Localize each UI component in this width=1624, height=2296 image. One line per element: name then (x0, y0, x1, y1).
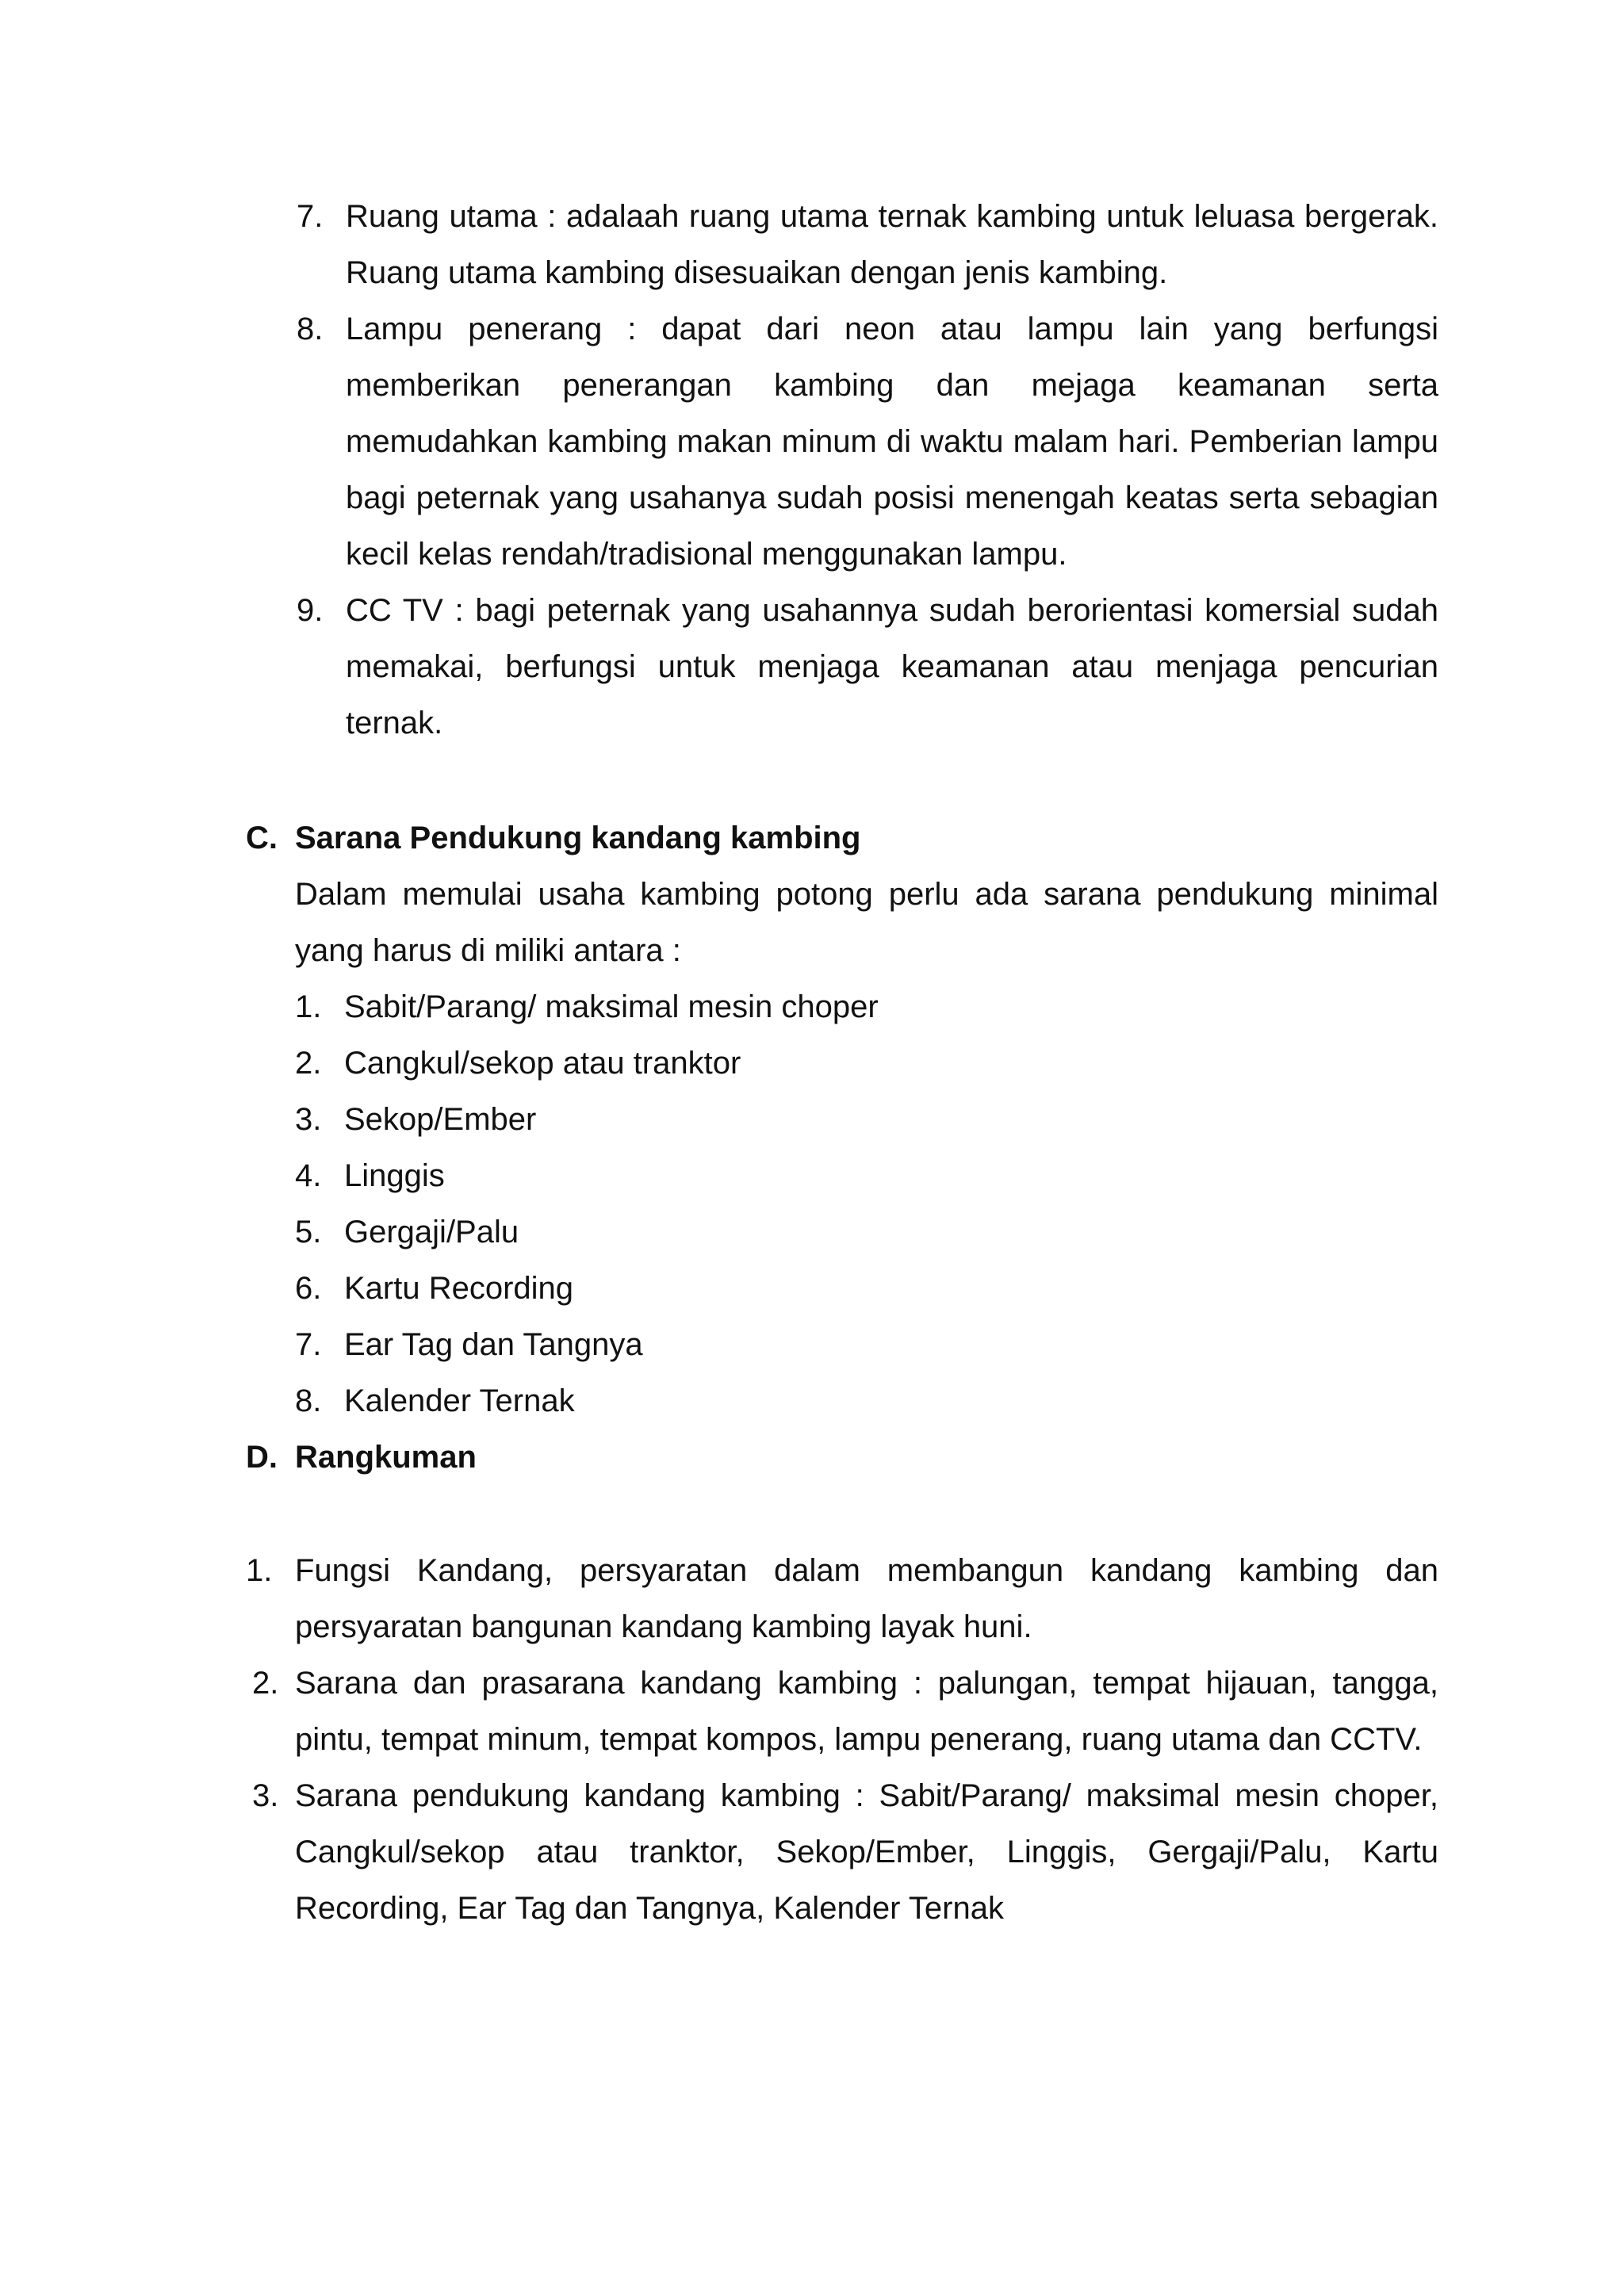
section-d-title: Rangkuman (295, 1440, 477, 1475)
section-d-heading (246, 1429, 1197, 1486)
list-item-text: Sarana pendukung kandang kambing : Sabit/Parang/ maksimal mesin choper, Cangkul/sekop atau tranktor, Sekop/Ember, Linggis, Gergaji/Palu, Kartu Recording, Ear Tag dan Tangnya, Kalender Ternak (295, 1778, 1438, 1926)
list-item-text: Cangkul/sekop atau tranktor (344, 1046, 741, 1081)
section-d-letter: D. (246, 1440, 278, 1475)
section-c-intro: Dalam memulai usaha kambing potong perlu ada sarana pendukung minimal yang harus di miliki antara : (295, 877, 1438, 968)
list-item (295, 1373, 1438, 1429)
list-item (246, 1768, 1438, 1937)
support-tools-list (295, 979, 1438, 1429)
list-item-text: Lampu penerang : dapat dari neon atau lampu lain yang berfungsi memberikan penerangan kambing dan mejaga keamanan serta memudahkan kambing makan minum di waktu malam hari. Pemberian lampu bagi peternak yang usahanya sudah posisi menengah keatas serta sebagian kecil kelas rendah/tradisional menggunakan lampu. (346, 312, 1438, 572)
list-item-text: Sarana dan prasarana kandang kambing : palungan, tempat hijauan, tangga, pintu, tempat minum, tempat kompos, lampu penerang, ruang utama dan CCTV. (295, 1666, 1438, 1757)
list-item (295, 1261, 1438, 1317)
list-item-number: 2. (295, 1046, 322, 1081)
list-item-number: 9. (297, 593, 324, 628)
section-c-title: Sarana Pendukung kandang kambing (295, 821, 861, 855)
list-item-number: 7. (295, 1327, 322, 1362)
list-item-text: Ruang utama : adalaah ruang utama ternak kambing untuk leluasa bergerak. Ruang utama kambing disesuaikan dengan jenis kambing. (346, 199, 1438, 290)
list-item-text: Kalender Ternak (344, 1383, 575, 1418)
list-item (295, 1092, 1438, 1148)
section-c-heading (246, 810, 1197, 867)
list-item (297, 189, 1438, 301)
list-item-number: 2. (252, 1666, 279, 1701)
list-item-text: Linggis (344, 1158, 445, 1193)
list-item (295, 1035, 1438, 1092)
list-item-number: 6. (295, 1271, 322, 1306)
list-item-number: 1. (246, 1553, 273, 1588)
list-item-number: 8. (297, 312, 324, 346)
list-item-text: Gergaji/Palu (344, 1215, 519, 1249)
list-item (297, 301, 1438, 583)
section-c-letter: C. (246, 821, 278, 855)
list-item-number: 3. (252, 1778, 279, 1813)
list-item (295, 1317, 1438, 1373)
list-item (246, 1543, 1438, 1655)
list-item-text: CC TV : bagi peternak yang usahannya sudah berorientasi komersial sudah memakai, berfungsi untuk menjaga keamanan atau menjaga pencurian ternak. (346, 593, 1438, 740)
list-item-number: 1. (295, 989, 322, 1024)
summary-list (246, 1543, 1438, 1937)
list-item (295, 979, 1438, 1035)
list-item (295, 1204, 1438, 1261)
list-item (295, 1148, 1438, 1204)
list-item-text: Fungsi Kandang, persyaratan dalam membangun kandang kambing dan persyaratan bangunan kandang kambing layak huni. (295, 1553, 1438, 1644)
list-item (246, 1655, 1438, 1768)
facilities-list-continued (297, 189, 1438, 752)
list-item-text: Sekop/Ember (344, 1102, 537, 1137)
list-item-number: 8. (295, 1383, 322, 1418)
list-item (297, 583, 1438, 752)
list-item-number: 5. (295, 1215, 322, 1249)
list-item-number: 3. (295, 1102, 322, 1137)
list-item-text: Kartu Recording (344, 1271, 574, 1306)
list-item-text: Sabit/Parang/ maksimal mesin choper (344, 989, 879, 1024)
list-item-number: 7. (297, 199, 324, 234)
list-item-number: 4. (295, 1158, 322, 1193)
list-item-text: Ear Tag dan Tangnya (344, 1327, 643, 1362)
